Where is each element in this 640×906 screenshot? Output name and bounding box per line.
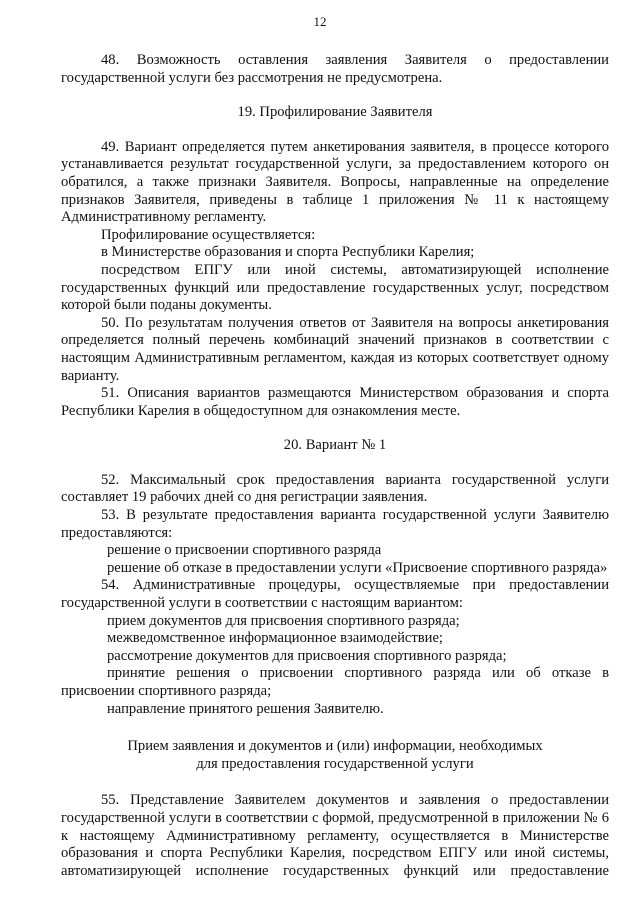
- paragraph-50: 50. По результатам получения ответов от Заявителя на вопросы анкетирования определяется полный перечень комбинаций значений признаков в соответствии с настоящим Административным регламентом, каждая из которых соответствует одному варианту.: [61, 314, 609, 384]
- paragraph-48-line1: 48. Возможность оставления заявления Заявителя о предоставлении: [101, 52, 609, 68]
- p54-item: межведомственное информационное взаимодействие;: [107, 630, 443, 647]
- paragraph-48-line2: государственной услуги без рассмотрения не предусмотрена.: [61, 69, 443, 86]
- p53-item-assign: решение о присвоении спортивного разряда: [107, 542, 382, 559]
- p53-item-refuse: решение об отказе в предоставлении услуги «Присвоение спортивного разряда»: [107, 559, 608, 576]
- document-body: [61, 52, 609, 880]
- p54-item: направление принятого решения Заявителю.: [107, 700, 384, 717]
- profiling-item-ministry: в Министерстве образования и спорта Республики Карелия;: [101, 244, 475, 261]
- section-heading-20: 20. Вариант № 1: [283, 437, 387, 454]
- paragraph-55: 55. Представление Заявителем документов и заявления о предоставлении государственной услуги в соответствии с формой, предусмотренной в приложении № 6 к настоящему Административному регламенту, осуществляется в Министерстве образования и спорта Республики Карелия, посредством ЕПГУ или иной системы, автоматизирующей исполнение государственных функций или предоставление: [61, 792, 609, 879]
- profiling-intro: Профилирование осуществляется:: [101, 226, 316, 243]
- paragraph-52: 52. Максимальный срок предоставления варианта государственной услуги составляет 19 рабочих дней со дня регистрации заявления.: [61, 471, 609, 506]
- paragraph-49: 49. Вариант определяется путем анкетирования заявителя, в процессе которого устанавливается результат государственной услуги, за предоставлением которого он обратился, а также признаки Заявителя. Вопросы, направленные на определение признаков Заявителя, приведены в таблице 1 приложения № 11 к настоящему Административному регламенту.: [61, 138, 609, 226]
- p54-item: рассмотрение документов для присвоения спортивного разряда;: [107, 647, 507, 664]
- paragraph-54: 54. Административные процедуры, осуществляемые при предоставлении государственной услуги в соответствии с настоящим вариантом:: [61, 577, 609, 612]
- subsection-heading-reception: [61, 738, 609, 773]
- profiling-item-epgu: посредством ЕПГУ или иной системы, автоматизирующей исполнение государственных функций или предоставление государственных услуг, посредством которой были поданы документы.: [61, 261, 609, 314]
- section-heading-19: 19. Профилирование Заявителя: [237, 104, 433, 121]
- paragraph-51: 51. Описания вариантов размещаются Министерством образования и спорта Республики Карелия в общедоступном для ознакомления месте.: [61, 385, 609, 419]
- subsection-heading-line1: Прием заявления и документов и (или) информации, необходимых: [127, 738, 543, 755]
- paragraph-53: 53. В результате предоставления варианта государственной услуги Заявителю предоставляются:: [61, 507, 609, 541]
- p54-item: прием документов для присвоения спортивного разряда;: [107, 612, 460, 629]
- subsection-heading-line2: для предоставления государственной услуги: [196, 755, 474, 772]
- p54-item: принятие решения о присвоении спортивного разряда или об отказе в присвоении спортивного разряда;: [61, 665, 609, 699]
- page-number: 12: [313, 14, 327, 29]
